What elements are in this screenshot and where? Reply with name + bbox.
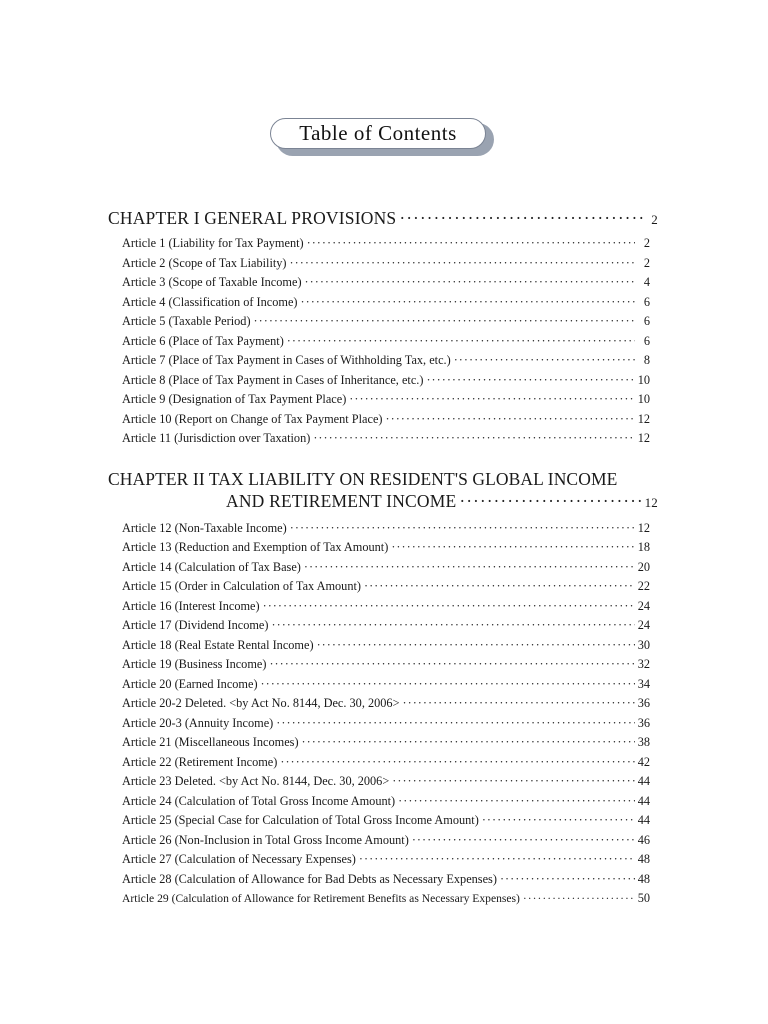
entry-page: 6	[643, 333, 650, 348]
leader-dots	[412, 831, 635, 851]
toc-entry[interactable]	[108, 655, 658, 675]
chapter-1-page: 2	[651, 212, 658, 227]
chapter-2-page: 12	[644, 494, 658, 510]
toc-entry[interactable]	[108, 850, 658, 870]
entry-label: Article 29 (Calculation of Allowance for Retirement Benefits as Necessary Expenses)	[122, 892, 520, 905]
toc-entry[interactable]	[108, 597, 658, 617]
toc-entry[interactable]	[108, 870, 658, 890]
entry-page: 10	[637, 392, 650, 406]
entry-page: 30	[637, 637, 650, 652]
entry-label: Article 10 (Report on Change of Tax Payment Place)	[122, 411, 383, 426]
entry-label: Article 24 (Calculation of Total Gross Income Amount)	[122, 793, 396, 808]
toc-entry[interactable]	[108, 733, 658, 753]
entry-label: Article 28 (Calculation of Allowance for Bad Debts as Necessary Expenses)	[122, 871, 497, 886]
toc-entry[interactable]	[108, 390, 658, 410]
entry-label: Article 21 (Miscellaneous Incomes)	[122, 735, 299, 749]
entry-label: Article 12 (Non-Taxable Income)	[122, 520, 287, 535]
entry-label: Article 18 (Real Estate Rental Income)	[122, 637, 314, 652]
entry-label: Article 13 (Reduction and Exemption of Tax Amount)	[122, 540, 389, 554]
entry-page: 6	[643, 294, 650, 309]
toc-entry[interactable]	[108, 254, 658, 274]
leader-dots	[459, 489, 641, 513]
leader-dots	[280, 753, 634, 773]
entry-label: Article 25 (Special Case for Calculation of Total Gross Income Amount)	[122, 813, 479, 827]
entry-page: 48	[637, 852, 650, 866]
entry-label: Article 2 (Scope of Tax Liability)	[122, 255, 287, 270]
toc-entry[interactable]	[108, 772, 658, 792]
entry-label: Article 19 (Business Income)	[122, 657, 267, 671]
toc-entry[interactable]	[108, 636, 658, 656]
leader-dots	[307, 234, 635, 254]
entry-page: 2	[643, 255, 650, 270]
toc-entry[interactable]	[108, 538, 658, 558]
entry-label: Article 22 (Retirement Income)	[122, 754, 278, 769]
entry-label: Article 15 (Order in Calculation of Tax Amount)	[122, 579, 361, 593]
toc-entry[interactable]	[108, 312, 658, 332]
leader-dots	[261, 675, 635, 695]
leader-dots	[364, 577, 635, 597]
entry-page: 22	[637, 579, 650, 593]
entry-label: Article 5 (Taxable Period)	[122, 314, 251, 328]
toc-entry[interactable]	[108, 351, 658, 371]
entry-label: Article 26 (Non-Inclusion in Total Gross Income Amount)	[122, 832, 409, 847]
entry-page: 50	[637, 891, 650, 905]
toc-entry[interactable]	[108, 429, 658, 449]
entry-page: 2	[643, 236, 650, 250]
toc-entry[interactable]	[108, 694, 658, 714]
toc-entry[interactable]	[108, 371, 658, 391]
leader-dots	[302, 733, 635, 753]
chapter-2-heading[interactable]	[108, 489, 658, 513]
chapter-1-title: CHAPTER I GENERAL PROVISIONS	[108, 208, 397, 228]
entry-label: Article 20-3 (Annuity Income)	[122, 715, 274, 730]
table-of-contents	[108, 206, 658, 909]
entry-page: 44	[637, 793, 650, 808]
entry-page: 42	[637, 754, 650, 769]
leader-dots	[263, 597, 635, 617]
entry-page: 34	[637, 676, 650, 691]
leader-dots	[301, 293, 635, 313]
leader-dots	[399, 206, 643, 230]
toc-entry[interactable]	[108, 714, 658, 734]
entry-page: 10	[637, 372, 650, 387]
leader-dots	[426, 371, 634, 391]
leader-dots	[304, 558, 635, 578]
leader-dots	[482, 811, 635, 831]
entry-label: Article 17 (Dividend Income)	[122, 618, 269, 632]
entry-page: 6	[643, 314, 650, 328]
entry-label: Article 11 (Jurisdiction over Taxation)	[122, 431, 311, 445]
toc-entry[interactable]	[108, 273, 658, 293]
leader-dots	[305, 273, 635, 293]
entry-page: 12	[637, 411, 650, 426]
toc-entry[interactable]	[108, 410, 658, 430]
entry-label: Article 23 Deleted. <by Act No. 8144, Dec. 30, 2006>	[122, 774, 390, 788]
entry-label: Article 20-2 Deleted. <by Act No. 8144, Dec. 30, 2006>	[122, 696, 400, 710]
entry-page: 18	[637, 540, 650, 554]
leader-dots	[317, 636, 635, 656]
entry-label: Article 16 (Interest Income)	[122, 598, 260, 613]
toc-entry[interactable]	[108, 558, 658, 578]
leader-dots	[500, 870, 635, 890]
entry-page: 24	[637, 598, 650, 613]
toc-entry[interactable]	[108, 332, 658, 352]
chapter-2-title-line2: AND RETIREMENT INCOME	[226, 490, 457, 511]
entry-page: 48	[637, 871, 650, 886]
entry-page: 4	[643, 275, 650, 289]
page-title: Table of Contents	[270, 118, 486, 149]
leader-dots	[313, 429, 634, 449]
toc-entry[interactable]	[108, 792, 658, 812]
entry-label: Article 4 (Classification of Income)	[122, 294, 298, 309]
leader-dots	[392, 772, 634, 792]
toc-entry[interactable]	[108, 577, 658, 597]
leader-dots	[349, 390, 634, 410]
toc-entry[interactable]	[108, 811, 658, 831]
leader-dots	[290, 519, 635, 539]
section-spacer	[108, 449, 658, 469]
entry-page: 12	[637, 431, 650, 445]
entry-page: 32	[637, 657, 650, 671]
entry-label: Article 8 (Place of Tax Payment in Cases of Inheritance, etc.)	[122, 372, 424, 387]
leader-dots	[523, 889, 635, 909]
entry-page: 20	[637, 559, 650, 574]
entry-page: 38	[637, 735, 650, 749]
leader-dots	[391, 538, 634, 558]
entry-label: Article 1 (Liability for Tax Payment)	[122, 236, 304, 250]
entry-page: 12	[637, 520, 650, 535]
leader-dots	[386, 410, 635, 430]
entry-label: Article 3 (Scope of Taxable Income)	[122, 275, 302, 289]
chapter-1-heading[interactable]	[108, 206, 658, 230]
toc-entry[interactable]	[108, 753, 658, 773]
leader-dots	[359, 850, 635, 870]
entry-label: Article 6 (Place of Tax Payment)	[122, 333, 284, 348]
chapter-1-articles	[108, 234, 658, 449]
leader-dots	[254, 312, 635, 332]
entry-label: Article 7 (Place of Tax Payment in Cases of Withholding Tax, etc.)	[122, 353, 451, 367]
entry-label: Article 27 (Calculation of Necessary Expenses)	[122, 852, 356, 866]
leader-dots	[403, 694, 635, 714]
entry-page: 44	[637, 774, 650, 788]
entry-page: 24	[637, 618, 650, 632]
chapter-2-title-line1[interactable]: CHAPTER II TAX LIABILITY ON RESIDENT'S GLOBAL INCOME	[108, 468, 618, 489]
entry-label: Article 14 (Calculation of Tax Base)	[122, 559, 301, 574]
toc-title-badge	[270, 118, 494, 156]
leader-dots	[269, 655, 634, 675]
toc-entry[interactable]	[108, 234, 658, 254]
entry-page: 36	[637, 715, 650, 730]
leader-dots	[276, 714, 634, 734]
leader-dots	[272, 616, 635, 636]
entry-page: 44	[637, 813, 650, 827]
leader-dots	[454, 351, 635, 371]
toc-entry[interactable]	[108, 831, 658, 851]
entry-label: Article 9 (Designation of Tax Payment Place)	[122, 392, 347, 406]
entry-page: 36	[637, 696, 650, 710]
entry-page: 8	[643, 353, 650, 367]
leader-dots	[290, 254, 635, 274]
leader-dots	[287, 332, 635, 352]
chapter-2-articles	[108, 519, 658, 909]
leader-dots	[398, 792, 635, 812]
toc-entry[interactable]	[108, 675, 658, 695]
toc-entry[interactable]	[108, 519, 658, 539]
entry-page: 46	[637, 832, 650, 847]
entry-label: Article 20 (Earned Income)	[122, 676, 258, 691]
toc-entry[interactable]	[108, 889, 658, 909]
toc-entry[interactable]	[108, 293, 658, 313]
toc-entry[interactable]	[108, 616, 658, 636]
